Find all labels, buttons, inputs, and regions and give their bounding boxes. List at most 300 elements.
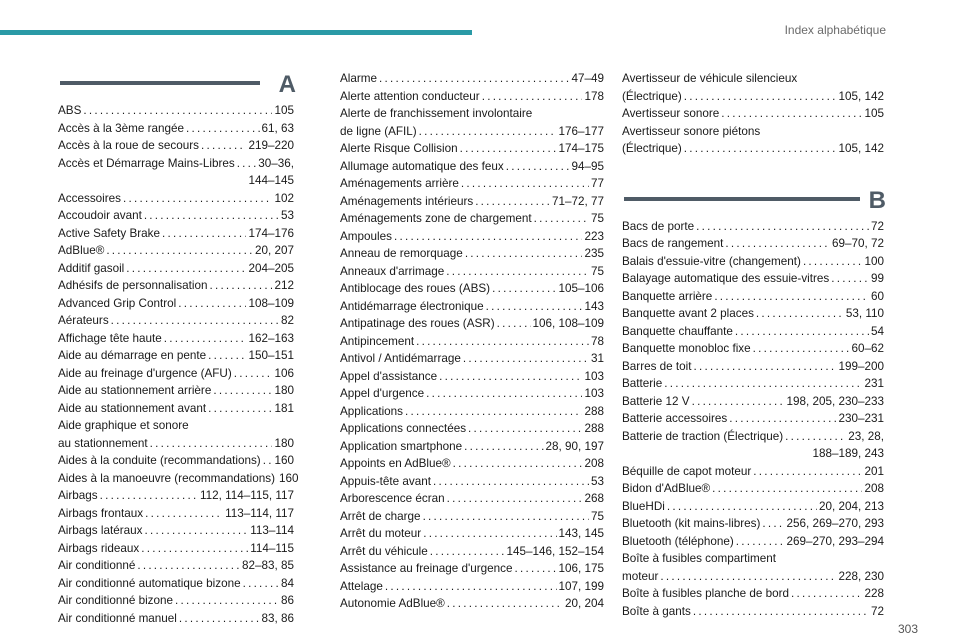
index-entry-line bbox=[58, 347, 294, 365]
index-entry-line bbox=[340, 455, 604, 473]
entry-pages: 82–83, 85 bbox=[242, 559, 294, 572]
index-entry bbox=[340, 350, 604, 368]
dot-leader bbox=[684, 88, 837, 106]
index-entry-line bbox=[58, 260, 294, 278]
dot-leader bbox=[667, 498, 817, 516]
entry-pages: 105–106 bbox=[558, 282, 604, 295]
index-entry-line bbox=[340, 490, 604, 508]
index-entry bbox=[58, 277, 294, 295]
index-entry-line bbox=[58, 330, 294, 348]
index-entry bbox=[58, 120, 294, 138]
dot-leader bbox=[446, 263, 589, 281]
index-entry bbox=[340, 560, 604, 578]
dot-leader bbox=[465, 245, 583, 263]
index-column-1 bbox=[58, 70, 299, 627]
entry-pages: 181 bbox=[274, 401, 294, 415]
entry-pages: 288 bbox=[584, 422, 604, 435]
index-entry-line bbox=[622, 140, 884, 158]
index-entry bbox=[58, 155, 294, 190]
dot-leader bbox=[433, 473, 589, 491]
dot-leader bbox=[753, 463, 862, 481]
entry-pages: 113–114, 117 bbox=[225, 506, 294, 520]
entry-term: de ligne (AFIL) bbox=[340, 124, 417, 138]
entry-pages: 198, 205, 230–233 bbox=[786, 394, 884, 408]
dot-leader bbox=[514, 560, 556, 578]
index-entry bbox=[622, 123, 884, 158]
entry-term: Allumage automatique des feux bbox=[340, 159, 504, 173]
dot-leader bbox=[696, 218, 869, 236]
entry-pages: 160 bbox=[274, 454, 294, 467]
entry-pages: 54 bbox=[870, 324, 884, 338]
entry-pages: 105 bbox=[864, 107, 884, 120]
index-entry-line bbox=[622, 498, 884, 516]
entry-term: Accoudoir avant bbox=[58, 209, 142, 222]
entry-term: Alerte attention conducteur bbox=[340, 89, 480, 103]
dot-leader bbox=[423, 525, 556, 543]
entry-term: Balais d'essuie-vitre (changement) bbox=[622, 254, 801, 268]
index-entry bbox=[58, 207, 294, 225]
dot-leader bbox=[831, 270, 869, 288]
index-entry-line bbox=[58, 207, 294, 225]
entry-pages: 106 bbox=[274, 366, 294, 380]
entry-pages: 228 bbox=[864, 587, 884, 600]
index-entry bbox=[340, 210, 604, 228]
index-entry-line bbox=[58, 225, 294, 243]
index-entry bbox=[340, 473, 604, 491]
dot-leader bbox=[186, 120, 259, 138]
entry-term-first-line: Alerte de franchissement involontaire bbox=[340, 107, 533, 120]
index-entry-line bbox=[622, 515, 884, 533]
entry-term: Applications bbox=[340, 404, 404, 418]
index-entry bbox=[622, 428, 884, 463]
index-entry-line bbox=[340, 385, 604, 403]
index-entry bbox=[340, 578, 604, 596]
index-entry-line bbox=[58, 120, 294, 138]
header-accent-bar bbox=[0, 30, 472, 35]
index-entry bbox=[622, 480, 884, 498]
index-entry-line bbox=[622, 428, 884, 446]
dot-leader bbox=[439, 368, 582, 386]
index-entry bbox=[58, 137, 294, 155]
index-entry-line bbox=[622, 410, 884, 428]
entry-pages: 61, 63 bbox=[261, 121, 294, 135]
page-number: 303 bbox=[897, 622, 918, 636]
entry-term: Bluetooth (kit mains-libres) bbox=[622, 517, 761, 530]
entry-pages: 105, 142 bbox=[838, 142, 884, 155]
dot-leader bbox=[447, 490, 583, 508]
dot-leader bbox=[213, 382, 272, 400]
index-entry bbox=[340, 245, 604, 263]
index-entry bbox=[58, 102, 294, 120]
index-entry-line bbox=[340, 595, 604, 613]
index-entry bbox=[58, 225, 294, 243]
dot-leader bbox=[461, 175, 589, 193]
entry-pages: 84 bbox=[280, 576, 294, 590]
entry-term: Additif gasoil bbox=[58, 261, 125, 275]
dot-leader bbox=[144, 522, 248, 540]
entry-pages: 60 bbox=[870, 289, 884, 303]
entries-list bbox=[622, 218, 884, 621]
letter-heading-b bbox=[622, 186, 884, 216]
index-entry bbox=[340, 140, 604, 158]
index-entry bbox=[340, 158, 604, 176]
entry-pages: 114–115 bbox=[250, 541, 294, 555]
index-entry bbox=[622, 235, 884, 253]
index-entry bbox=[340, 420, 604, 438]
index-entry-line bbox=[58, 470, 299, 488]
index-entry bbox=[58, 400, 294, 418]
entry-term: AdBlue® bbox=[58, 244, 105, 257]
entry-pages: 143, 145 bbox=[558, 527, 604, 540]
entry-term: Aérateurs bbox=[58, 314, 109, 327]
index-entry bbox=[622, 498, 884, 516]
entry-term: Air conditionné bizone bbox=[58, 594, 174, 607]
entry-pages: 75 bbox=[590, 212, 604, 225]
entry-term: Appel d'urgence bbox=[340, 387, 425, 400]
dot-leader bbox=[453, 455, 583, 473]
index-entry bbox=[340, 490, 604, 508]
dot-leader bbox=[694, 358, 837, 376]
index-entry bbox=[340, 508, 604, 526]
entry-term: Affichage tête haute bbox=[58, 331, 162, 345]
entry-pages: 112, 114–115, 117 bbox=[199, 489, 294, 502]
dot-leader bbox=[150, 435, 273, 453]
dot-leader bbox=[712, 480, 862, 498]
entry-pages: 78 bbox=[590, 334, 604, 348]
index-entry-line bbox=[340, 298, 604, 316]
index-entry bbox=[58, 417, 294, 452]
dot-leader bbox=[803, 253, 863, 271]
index-entry bbox=[622, 358, 884, 376]
index-entry-line bbox=[622, 340, 884, 358]
entry-term: Antiblocage des roues (ABS) bbox=[340, 282, 491, 295]
index-entry-line bbox=[340, 403, 604, 421]
dot-leader bbox=[785, 428, 846, 446]
entry-pages: 94–95 bbox=[571, 159, 604, 173]
entry-term: Appel d'assistance bbox=[340, 369, 438, 383]
entry-term: Arrêt de charge bbox=[340, 509, 421, 523]
index-entry bbox=[58, 575, 294, 593]
entry-pages: 106, 175 bbox=[558, 562, 604, 575]
entry-pages: 204–205 bbox=[248, 261, 294, 275]
entry-term: Batterie de traction (Électrique) bbox=[622, 429, 784, 443]
index-entry-line bbox=[622, 88, 884, 106]
index-entry bbox=[340, 315, 604, 333]
entry-pages: 108–109 bbox=[248, 296, 294, 310]
dot-leader bbox=[379, 70, 569, 88]
entry-pages: 288 bbox=[584, 404, 604, 418]
index-entry-line bbox=[58, 312, 294, 330]
entry-pages: 83, 86 bbox=[261, 611, 294, 625]
entry-pages: 162–163 bbox=[248, 331, 294, 345]
entry-term: Accessoires bbox=[58, 191, 122, 205]
dot-leader bbox=[736, 533, 785, 551]
dot-leader bbox=[179, 610, 260, 628]
entry-term-first-line: Aide graphique et sonore bbox=[58, 419, 189, 432]
entry-term-first-line: Boîte à fusibles compartiment bbox=[622, 552, 776, 565]
index-entry-line bbox=[58, 400, 294, 418]
letter-a: A bbox=[278, 71, 296, 98]
letter-b: B bbox=[868, 186, 886, 214]
entry-term: ABS bbox=[58, 104, 82, 117]
entry-term: (Électrique) bbox=[622, 89, 682, 103]
dot-leader bbox=[729, 410, 836, 428]
dot-leader bbox=[208, 400, 272, 418]
index-entry-line bbox=[622, 235, 884, 253]
entry-term: Antidémarrage électronique bbox=[340, 299, 484, 313]
entry-term: Adhésifs de personnalisation bbox=[58, 279, 208, 292]
index-entry-line bbox=[622, 375, 884, 393]
entry-term: Application smartphone bbox=[340, 439, 463, 453]
entry-term: Banquette avant 2 places bbox=[622, 307, 754, 320]
index-entry bbox=[622, 550, 884, 585]
index-entry bbox=[622, 340, 884, 358]
index-entry bbox=[340, 525, 604, 543]
entry-pages-continued: 188–189, 243 bbox=[812, 447, 884, 460]
index-entry-line bbox=[340, 420, 604, 438]
index-entry-line bbox=[340, 228, 604, 246]
index-entry-line bbox=[622, 480, 884, 498]
index-entry bbox=[58, 347, 294, 365]
entry-term: Aides à la conduite (recommandations) bbox=[58, 454, 261, 467]
entries-list bbox=[622, 70, 884, 158]
entry-pages: 75 bbox=[590, 509, 604, 523]
index-entry-line bbox=[622, 358, 884, 376]
index-entry-line bbox=[340, 245, 604, 263]
entry-pages: 82 bbox=[280, 314, 294, 327]
entry-term: Alerte Risque Collision bbox=[340, 142, 458, 155]
dot-leader bbox=[468, 420, 582, 438]
entry-term: Aide au stationnement arrière bbox=[58, 384, 212, 397]
entry-term: Antivol / Antidémarrage bbox=[340, 352, 461, 365]
entry-pages: 269–270, 293–294 bbox=[786, 534, 884, 548]
dot-leader bbox=[111, 312, 279, 330]
index-entry bbox=[340, 403, 604, 421]
index-entry bbox=[340, 175, 604, 193]
index-entry-line bbox=[622, 305, 884, 323]
index-entry bbox=[58, 470, 299, 488]
entry-term: Boîte à gants bbox=[622, 604, 691, 618]
entry-pages: 231 bbox=[864, 377, 884, 390]
entry-term: Avertisseur sonore bbox=[622, 107, 720, 120]
dot-leader bbox=[756, 305, 844, 323]
entry-term: Airbags bbox=[58, 489, 98, 502]
heading-rule bbox=[624, 197, 860, 201]
index-entry-line bbox=[340, 140, 604, 158]
index-entry bbox=[340, 88, 604, 106]
dot-leader bbox=[430, 543, 505, 561]
entry-term: Accès à la 3ème rangée bbox=[58, 121, 185, 135]
dot-leader bbox=[735, 323, 869, 341]
index-entry-line bbox=[340, 333, 604, 351]
index-entry-line bbox=[340, 438, 604, 456]
index-entry bbox=[340, 263, 604, 281]
dot-leader bbox=[721, 105, 862, 123]
entry-term: Active Safety Brake bbox=[58, 226, 160, 240]
entry-term: Batterie 12 V bbox=[622, 394, 690, 408]
entry-pages: 199–200 bbox=[838, 359, 884, 373]
entry-pages: 72 bbox=[870, 219, 884, 233]
entry-pages: 30–36, bbox=[258, 156, 294, 170]
index-entry bbox=[622, 323, 884, 341]
entry-term: Anneaux d'arrimage bbox=[340, 264, 445, 278]
entry-pages: 53 bbox=[280, 209, 294, 222]
index-entry bbox=[58, 505, 294, 523]
entries-list bbox=[58, 102, 299, 627]
dot-leader bbox=[486, 298, 583, 316]
index-entry bbox=[58, 365, 294, 383]
index-entry-line bbox=[622, 270, 884, 288]
dot-leader bbox=[423, 508, 589, 526]
entry-pages: 180 bbox=[274, 436, 294, 450]
index-entry-line bbox=[58, 277, 294, 295]
entry-pages: 69–70, 72 bbox=[832, 237, 884, 250]
entry-pages: 28, 90, 197 bbox=[545, 439, 604, 453]
letter-heading-a bbox=[58, 70, 294, 100]
index-column-3 bbox=[622, 70, 884, 620]
index-entry bbox=[622, 270, 884, 288]
index-entry-line bbox=[58, 487, 294, 505]
entry-term: Balayage automatique des essuie-vitres bbox=[622, 272, 830, 285]
dot-leader bbox=[83, 102, 272, 120]
entry-term: Airbags frontaux bbox=[58, 506, 144, 520]
entry-term: Batterie accessoires bbox=[622, 412, 728, 425]
index-entry bbox=[622, 105, 884, 123]
index-entry-line bbox=[340, 525, 604, 543]
index-entry-line bbox=[340, 473, 604, 491]
index-entry-line bbox=[58, 522, 294, 540]
index-entry-line bbox=[58, 137, 294, 155]
entry-pages: 208 bbox=[584, 457, 604, 470]
entry-term: Aide au stationnement avant bbox=[58, 401, 207, 415]
entry-term: Boîte à fusibles planche de bord bbox=[622, 587, 789, 600]
entry-term: Applications connectées bbox=[340, 422, 467, 435]
index-entry bbox=[622, 288, 884, 306]
entry-pages-continued: 144–145 bbox=[248, 174, 294, 187]
index-entry-line bbox=[58, 155, 294, 173]
entry-term: Bidon d'AdBlue® bbox=[622, 482, 711, 495]
entry-pages: 268 bbox=[584, 492, 604, 505]
entry-pages: 178 bbox=[584, 89, 604, 103]
entry-pages: 20, 207 bbox=[255, 244, 294, 257]
entry-term: Aménagements zone de chargement bbox=[340, 212, 532, 225]
dot-leader bbox=[162, 225, 246, 243]
entry-term: Air conditionné bbox=[58, 559, 136, 572]
entry-pages: 60–62 bbox=[851, 342, 884, 355]
index-entry-line bbox=[340, 543, 604, 561]
dot-leader bbox=[208, 347, 246, 365]
index-entry bbox=[340, 595, 604, 613]
entry-pages: 100 bbox=[864, 254, 884, 268]
entry-term: Autonomie AdBlue® bbox=[340, 597, 445, 610]
section-title: Index alphabétique bbox=[784, 23, 886, 37]
entry-term: Accès et Démarrage Mains-Libres bbox=[58, 156, 235, 170]
index-entry bbox=[58, 295, 294, 313]
index-entry-line bbox=[58, 452, 294, 470]
entry-pages: 201 bbox=[864, 464, 884, 478]
dot-leader bbox=[534, 210, 589, 228]
index-entry bbox=[58, 330, 294, 348]
index-entry bbox=[58, 382, 294, 400]
entry-pages: 103 bbox=[584, 387, 604, 400]
entry-term-first-line: Avertisseur de véhicule silencieux bbox=[622, 72, 798, 85]
index-entry-line bbox=[58, 592, 294, 610]
entry-term: Antipincement bbox=[340, 334, 415, 348]
index-entry bbox=[340, 438, 604, 456]
entry-term-first-line: Avertisseur sonore piétons bbox=[622, 124, 761, 138]
index-entry-line bbox=[622, 288, 884, 306]
entry-term: Banquette chauffante bbox=[622, 324, 733, 338]
index-entry bbox=[340, 385, 604, 403]
dot-leader bbox=[693, 603, 869, 621]
index-entry bbox=[58, 190, 294, 208]
index-entry-line bbox=[58, 575, 294, 593]
index-entry-line bbox=[340, 158, 604, 176]
dot-leader bbox=[664, 375, 862, 393]
entry-pages: 53 bbox=[590, 474, 604, 488]
entry-pages: 31 bbox=[590, 352, 604, 365]
dot-leader bbox=[460, 140, 557, 158]
entry-pages: 176–177 bbox=[558, 124, 604, 138]
dot-leader bbox=[234, 365, 273, 383]
index-entry-line bbox=[58, 557, 294, 575]
entry-term: Bacs de rangement bbox=[622, 237, 724, 250]
index-entry bbox=[340, 543, 604, 561]
index-entry bbox=[622, 305, 884, 323]
index-entry-line bbox=[340, 368, 604, 386]
entry-pages: 212 bbox=[274, 279, 294, 292]
index-entry-line bbox=[58, 382, 294, 400]
index-entry bbox=[622, 585, 884, 603]
index-entry-line bbox=[340, 350, 604, 368]
index-entry bbox=[622, 375, 884, 393]
index-entry bbox=[622, 218, 884, 236]
entry-term: Anneau de remorquage bbox=[340, 247, 463, 260]
index-entry bbox=[340, 368, 604, 386]
index-entry bbox=[58, 487, 294, 505]
index-entry bbox=[58, 242, 294, 260]
index-entry-line bbox=[622, 463, 884, 481]
entry-term: Bluetooth (téléphone) bbox=[622, 534, 734, 548]
dot-leader bbox=[492, 280, 556, 298]
dot-leader bbox=[405, 403, 582, 421]
dot-leader bbox=[497, 315, 531, 333]
entry-pages: 180 bbox=[274, 384, 294, 397]
entry-pages: 20, 204, 213 bbox=[819, 499, 884, 513]
dot-leader bbox=[506, 158, 570, 176]
index-entry-line bbox=[622, 323, 884, 341]
entry-pages: 86 bbox=[280, 594, 294, 607]
entry-term: au stationnement bbox=[58, 436, 148, 450]
index-entry bbox=[58, 260, 294, 278]
index-entry bbox=[340, 280, 604, 298]
entry-pages: 102 bbox=[274, 191, 294, 205]
dot-leader bbox=[419, 123, 557, 141]
entry-term: Air conditionné automatique bizone bbox=[58, 576, 241, 590]
entry-term: Aide au freinage d'urgence (AFU) bbox=[58, 366, 232, 380]
dot-leader bbox=[123, 190, 272, 208]
index-entry-line bbox=[340, 263, 604, 281]
index-entry-line bbox=[340, 578, 604, 596]
dot-leader bbox=[692, 393, 785, 411]
entry-pages: 107, 199 bbox=[558, 579, 604, 593]
entry-term: Attelage bbox=[340, 579, 383, 593]
dot-leader bbox=[145, 505, 223, 523]
index-entry-line bbox=[340, 70, 604, 88]
dot-leader bbox=[482, 88, 583, 106]
dot-leader bbox=[791, 585, 862, 603]
entry-pages: 228, 230 bbox=[838, 569, 884, 583]
